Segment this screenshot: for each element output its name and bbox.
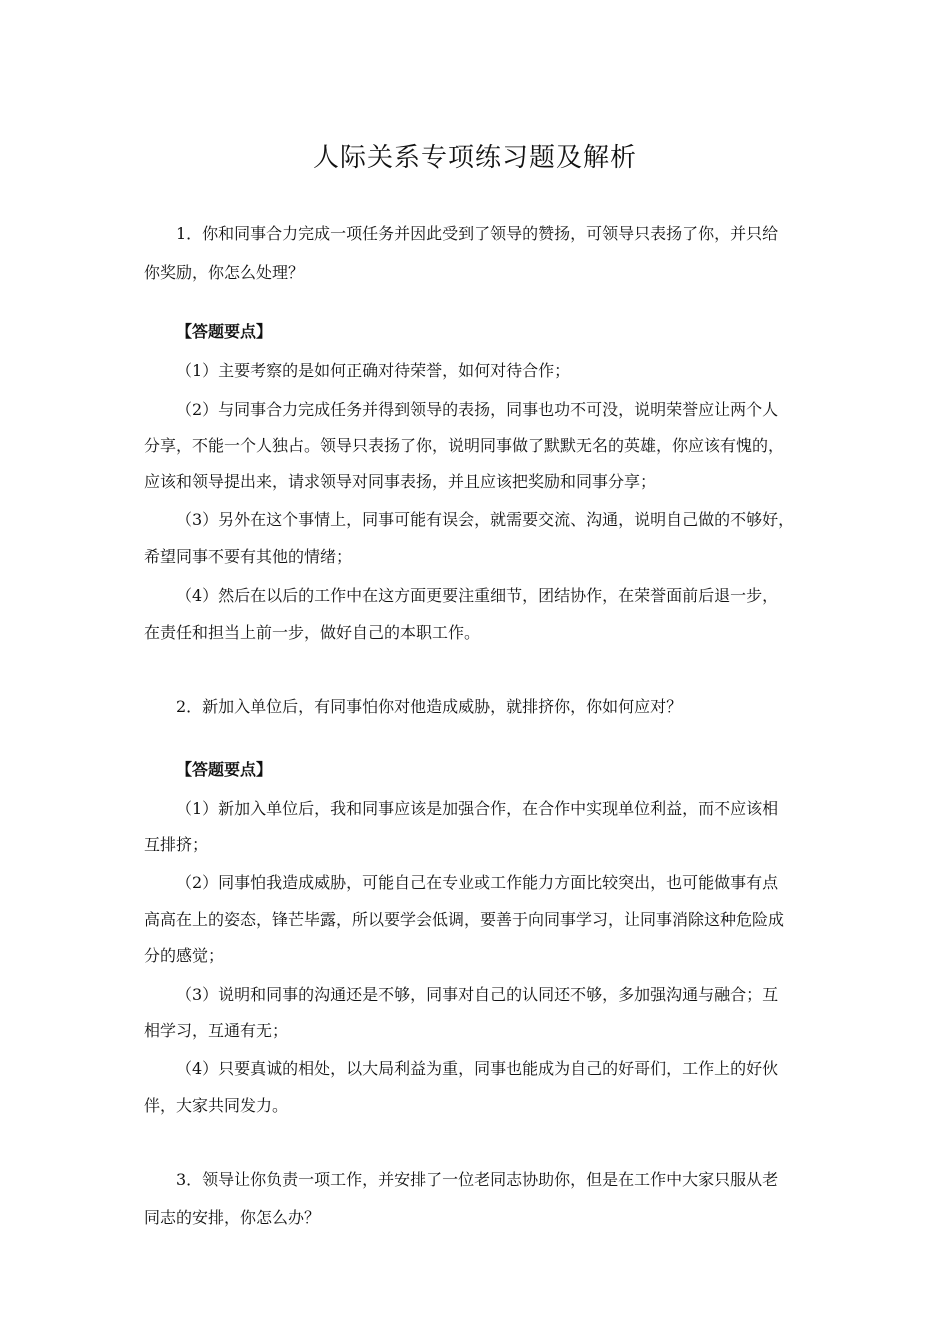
answer-point: 高高在上的姿态，锋芒毕露，所以要学会低调，要善于向同事学习，让同事消除这种危险成	[144, 910, 785, 929]
answer-point: 互排挤；	[144, 835, 209, 854]
answer-point: （1）新加入单位后，我和同事应该是加强合作，在合作中实现单位利益，而不应该相	[176, 799, 779, 818]
answer-point: （3）说明和同事的沟通还是不够，同事对自己的认同还不够，多加强沟通与融合；互	[176, 985, 779, 1004]
answer-point: （1）主要考察的是如何正确对待荣誉，如何对待合作；	[176, 361, 571, 380]
answer-point: 分享，不能一个人独占。领导只表扬了你，说明同事做了默默无名的英雄，你应该有愧的，	[144, 436, 785, 455]
answer-point: 在责任和担当上前一步，做好自己的本职工作。	[144, 623, 481, 642]
answer-point: （3）另外在这个事情上，同事可能有误会，就需要交流、沟通，说明自己做的不够好，	[176, 510, 795, 529]
answer-point: 相学习，互通有无；	[144, 1021, 289, 1040]
answer-point: （4）然后在以后的工作中在这方面更要注重细节，团结协作，在荣誉面前后退一步，	[176, 586, 779, 605]
answer-point: （2）同事怕我造成威胁，可能自己在专业或工作能力方面比较突出，也可能做事有点	[176, 873, 779, 892]
answer-point: 希望同事不要有其他的情绪；	[144, 547, 353, 566]
question-1-text: 你奖励，你怎么处理？	[144, 263, 305, 282]
document-title: 人际关系专项练习题及解析	[312, 143, 637, 173]
answer-point: （4）只要真诚的相处，以大局利益为重，同事也能成为自己的好哥们，工作上的好伙	[176, 1059, 779, 1078]
question-1-text: 1．你和同事合力完成一项任务并因此受到了领导的赞扬，可领导只表扬了你，并只给	[176, 224, 779, 243]
question-3-text: 同志的安排，你怎么办？	[144, 1208, 321, 1227]
answer-point: 分的感觉；	[144, 946, 225, 965]
answer-heading: 【答题要点】	[176, 760, 273, 779]
question-2-text: 2．新加入单位后，有同事怕你对他造成威胁，就排挤你，你如何应对？	[176, 697, 683, 716]
answer-point: （2）与同事合力完成任务并得到领导的表扬，同事也功不可没，说明荣誉应让两个人	[176, 400, 779, 419]
answer-heading: 【答题要点】	[176, 322, 273, 341]
question-3-text: 3．领导让你负责一项工作，并安排了一位老同志协助你，但是在工作中大家只服从老	[176, 1170, 779, 1189]
answer-point: 应该和领导提出来，请求领导对同事表扬，并且应该把奖励和同事分享；	[144, 472, 657, 491]
answer-point: 伴，大家共同发力。	[144, 1096, 289, 1115]
